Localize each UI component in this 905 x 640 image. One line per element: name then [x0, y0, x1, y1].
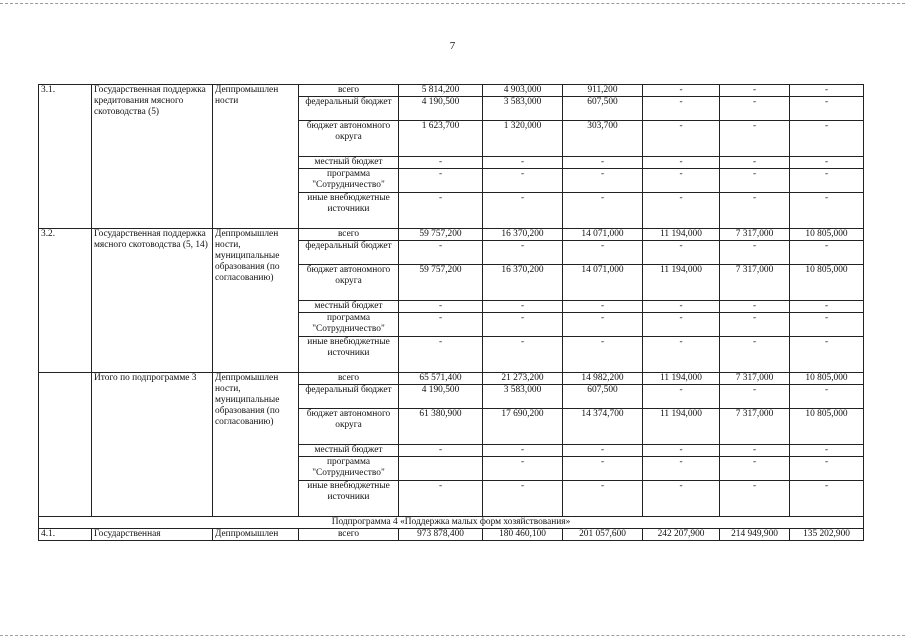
value-cell: - — [643, 157, 720, 169]
value-cell: - — [643, 97, 720, 121]
value-cell: 201 057,600 — [563, 529, 643, 541]
measure-name: Государственная — [92, 529, 213, 541]
value-cell: - — [720, 85, 790, 97]
value-cell: 61 380,900 — [399, 409, 483, 445]
funding-source: бюджет автономного округа — [299, 409, 399, 445]
value-cell: - — [720, 337, 790, 373]
value-cell: 59 757,200 — [399, 229, 483, 241]
value-cell: 10 805,000 — [790, 373, 864, 385]
row-number: 3.2. — [39, 229, 92, 373]
budget-table — [38, 84, 864, 541]
value-cell: - — [643, 385, 720, 409]
funding-source: иные внебюджетные источники — [299, 337, 399, 373]
value-cell: - — [790, 457, 864, 481]
value-cell: 7 317,000 — [720, 265, 790, 301]
value-cell: - — [563, 445, 643, 457]
value-cell: 1 623,700 — [399, 121, 483, 157]
value-cell: 11 194,000 — [643, 373, 720, 385]
funding-source: бюджет автономного округа — [299, 121, 399, 157]
value-cell: - — [563, 193, 643, 229]
value-cell: - — [563, 313, 643, 337]
funding-source: местный бюджет — [299, 445, 399, 457]
value-cell: - — [790, 121, 864, 157]
value-cell: 14 374,700 — [563, 409, 643, 445]
value-cell: - — [643, 121, 720, 157]
scan-edge-top — [0, 3, 905, 4]
subprogram-row — [39, 517, 864, 529]
value-cell: - — [483, 337, 563, 373]
value-cell: - — [399, 157, 483, 169]
value-cell: - — [720, 169, 790, 193]
value-cell: 14 982,200 — [563, 373, 643, 385]
value-cell: - — [720, 313, 790, 337]
value-cell: - — [643, 337, 720, 373]
value-cell: - — [790, 157, 864, 169]
funding-source: программа "Сотрудничество" — [299, 313, 399, 337]
funding-source: всего — [299, 373, 399, 385]
value-cell: - — [790, 301, 864, 313]
measure-name: Государственная поддержка кредитования мясного скотоводства (5) — [92, 85, 213, 229]
value-cell: - — [643, 313, 720, 337]
value-cell: - — [643, 457, 720, 481]
value-cell: - — [483, 241, 563, 265]
funding-source: программа "Сотрудничество" — [299, 169, 399, 193]
funding-source: иные внебюджетные источники — [299, 193, 399, 229]
value-cell: - — [483, 157, 563, 169]
value-cell: 21 273,200 — [483, 373, 563, 385]
value-cell: - — [643, 445, 720, 457]
value-cell: - — [790, 169, 864, 193]
row-number: 3.1. — [39, 85, 92, 229]
value-cell: - — [483, 193, 563, 229]
funding-source: всего — [299, 85, 399, 97]
value-cell: - — [790, 313, 864, 337]
funding-source: программа "Сотрудничество" — [299, 457, 399, 481]
value-cell: - — [720, 385, 790, 409]
value-cell: - — [563, 457, 643, 481]
value-cell: 10 805,000 — [790, 265, 864, 301]
funding-source: иные внебюджетные источники — [299, 481, 399, 517]
funding-source: всего — [299, 229, 399, 241]
value-cell: 59 757,200 — [399, 265, 483, 301]
funding-source: федеральный бюджет — [299, 241, 399, 265]
value-cell: 242 207,900 — [643, 529, 720, 541]
value-cell: 911,200 — [563, 85, 643, 97]
funding-source: федеральный бюджет — [299, 97, 399, 121]
value-cell: - — [790, 385, 864, 409]
value-cell: - — [720, 301, 790, 313]
value-cell: - — [720, 445, 790, 457]
value-cell: - — [790, 85, 864, 97]
value-cell: - — [643, 85, 720, 97]
value-cell: 16 370,200 — [483, 265, 563, 301]
value-cell: - — [399, 481, 483, 517]
value-cell: - — [643, 169, 720, 193]
value-cell: - — [399, 337, 483, 373]
value-cell: 3 583,000 — [483, 97, 563, 121]
value-cell: - — [483, 169, 563, 193]
row-number — [39, 373, 92, 517]
value-cell: - — [399, 313, 483, 337]
value-cell: - — [483, 313, 563, 337]
value-cell: 7 317,000 — [720, 229, 790, 241]
value-cell: 16 370,200 — [483, 229, 563, 241]
subprogram-title: Подпрограмма 4 «Поддержка малых форм хозяйствования» — [39, 517, 864, 529]
executor: Деппромышлен ности, муниципальные образования (по согласованию) — [213, 229, 299, 373]
value-cell: 214 949,900 — [720, 529, 790, 541]
page-number: 7 — [449, 40, 456, 52]
value-cell: - — [790, 241, 864, 265]
value-cell: 3 583,000 — [483, 385, 563, 409]
value-cell: - — [563, 241, 643, 265]
value-cell: - — [720, 157, 790, 169]
value-cell: - — [720, 121, 790, 157]
value-cell: - — [720, 481, 790, 517]
value-cell: - — [563, 169, 643, 193]
value-cell: - — [790, 481, 864, 517]
value-cell: 4 190,500 — [399, 385, 483, 409]
value-cell: - — [399, 301, 483, 313]
value-cell: - — [563, 337, 643, 373]
value-cell: 7 317,000 — [720, 373, 790, 385]
table-row — [39, 85, 864, 97]
table-body — [39, 85, 864, 541]
funding-source: федеральный бюджет — [299, 385, 399, 409]
value-cell: 4 903,000 — [483, 85, 563, 97]
value-cell: 180 460,100 — [483, 529, 563, 541]
value-cell: 10 805,000 — [790, 409, 864, 445]
value-cell: 973 878,400 — [399, 529, 483, 541]
scan-edge-bottom — [0, 635, 905, 636]
value-cell: - — [720, 457, 790, 481]
table-row — [39, 373, 864, 385]
value-cell: - — [399, 169, 483, 193]
value-cell: 607,500 — [563, 385, 643, 409]
value-cell: - — [563, 157, 643, 169]
value-cell: - — [399, 241, 483, 265]
value-cell: - — [563, 481, 643, 517]
funding-source: местный бюджет — [299, 157, 399, 169]
value-cell: - — [483, 445, 563, 457]
value-cell: 65 571,400 — [399, 373, 483, 385]
value-cell: - — [643, 193, 720, 229]
value-cell: - — [483, 481, 563, 517]
executor: Деппромышлен — [213, 529, 299, 541]
measure-name: Итого по подпрограмме 3 — [92, 373, 213, 517]
value-cell: - — [720, 241, 790, 265]
value-cell: 303,700 — [563, 121, 643, 157]
value-cell: - — [790, 445, 864, 457]
value-cell: - — [483, 301, 563, 313]
funding-source: всего — [299, 529, 399, 541]
value-cell: 5 814,200 — [399, 85, 483, 97]
value-cell: - — [720, 97, 790, 121]
row-number: 4.1. — [39, 529, 92, 541]
value-cell: 7 317,000 — [720, 409, 790, 445]
funding-source: местный бюджет — [299, 301, 399, 313]
table-row — [39, 229, 864, 241]
value-cell: - — [790, 193, 864, 229]
value-cell: - — [483, 457, 563, 481]
value-cell: 11 194,000 — [643, 409, 720, 445]
value-cell: - — [790, 337, 864, 373]
value-cell: - — [563, 301, 643, 313]
value-cell: 11 194,000 — [643, 265, 720, 301]
value-cell: - — [720, 193, 790, 229]
value-cell: 17 690,200 — [483, 409, 563, 445]
funding-source: бюджет автономного округа — [299, 265, 399, 301]
value-cell: 4 190,500 — [399, 97, 483, 121]
value-cell: - — [399, 193, 483, 229]
value-cell: 1 320,000 — [483, 121, 563, 157]
value-cell: 14 071,000 — [563, 265, 643, 301]
value-cell: 14 071,000 — [563, 229, 643, 241]
table-row — [39, 529, 864, 541]
value-cell: - — [790, 97, 864, 121]
executor: Деппромышлен ности — [213, 85, 299, 229]
executor: Деппромышлен ности, муниципальные образования (по согласованию) — [213, 373, 299, 517]
value-cell — [399, 457, 483, 481]
value-cell: - — [643, 301, 720, 313]
value-cell: 10 805,000 — [790, 229, 864, 241]
value-cell: - — [643, 481, 720, 517]
value-cell: 607,500 — [563, 97, 643, 121]
value-cell: - — [399, 445, 483, 457]
measure-name: Государственная поддержка мясного скотоводства (5, 14) — [92, 229, 213, 373]
value-cell: 11 194,000 — [643, 229, 720, 241]
value-cell: - — [643, 241, 720, 265]
value-cell: 135 202,900 — [790, 529, 864, 541]
